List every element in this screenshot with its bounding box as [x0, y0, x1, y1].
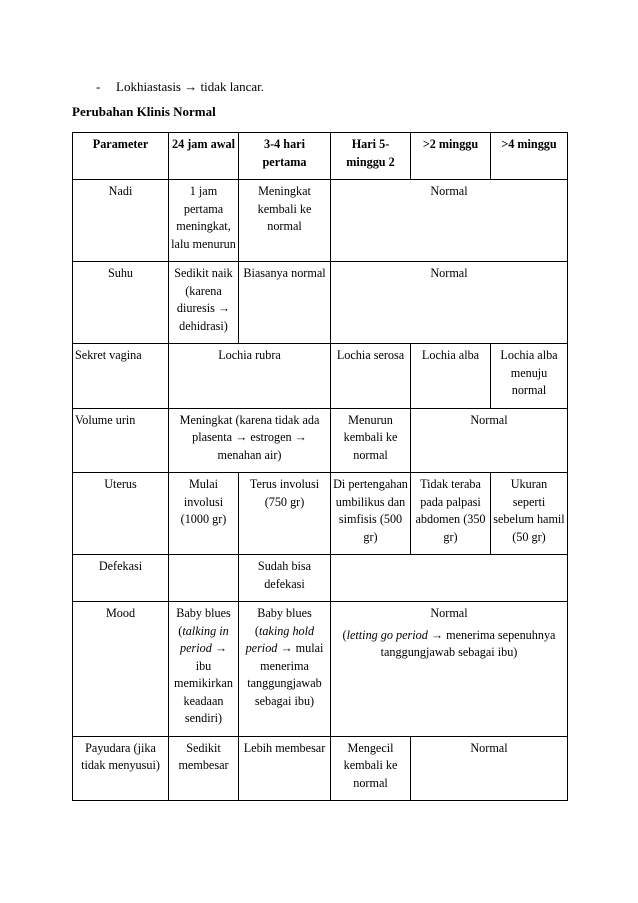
- header-cell: 3-4 hari pertama: [239, 133, 331, 180]
- cell-title: Normal: [430, 606, 468, 620]
- table-cell: [331, 555, 568, 602]
- text-segment: → ibu memikirkan keadaan sendiri): [174, 641, 233, 725]
- row-label: Payudara (jika tidak menyusui): [73, 736, 169, 801]
- table-cell: Sedikit membesar: [169, 736, 239, 801]
- bullet-item: [96, 79, 264, 95]
- row-label: Nadi: [73, 180, 169, 262]
- table-cell: Normal: [331, 180, 568, 262]
- row-label: Defekasi: [73, 555, 169, 602]
- text-segment: (: [342, 627, 347, 642]
- row-label: Suhu: [73, 262, 169, 344]
- table-cell: Tidak teraba pada palpasi abdomen (350 gr): [411, 473, 491, 555]
- text-segment: → menerima sepenuhnya tanggungjawab sebagai ibu): [380, 627, 556, 659]
- table-cell: Lochia serosa: [331, 344, 411, 409]
- bullet-text: Lokhiastasis → tidak lancar.: [116, 79, 265, 94]
- table-cell: Meningkat (karena tidak ada plasenta → estrogen → menahan air): [169, 408, 331, 473]
- header-cell: Hari 5-minggu 2: [331, 133, 411, 180]
- bullet-dash: -: [96, 79, 101, 94]
- table-cell: Biasanya normal: [239, 262, 331, 344]
- clinical-changes-table: [72, 132, 568, 801]
- table-cell: [169, 555, 239, 602]
- table-cell: Lochia alba: [411, 344, 491, 409]
- table-cell: Meningkat kembali ke normal: [239, 180, 331, 262]
- table-row: [73, 180, 568, 262]
- table-cell: Ukuran seperti sebelum hamil (50 gr): [491, 473, 568, 555]
- table-cell: Lochia alba menuju normal: [491, 344, 568, 409]
- table-cell: [331, 602, 568, 737]
- table-row: [73, 602, 568, 737]
- row-label: Sekret vagina: [73, 344, 169, 409]
- table-row: [73, 473, 568, 555]
- row-label: Volume urin: [73, 408, 169, 473]
- text-segment: Baby blues (: [254, 606, 312, 638]
- table-cell: Lochia rubra: [169, 344, 331, 409]
- table-header-row: [73, 133, 568, 180]
- text-segment: taking hold period: [245, 623, 315, 655]
- text-segment: letting go period: [346, 627, 428, 642]
- text-segment: Baby blues (: [176, 606, 231, 638]
- table-cell: Normal: [411, 736, 568, 801]
- table-row: [73, 262, 568, 344]
- table-cell: Terus involusi (750 gr): [239, 473, 331, 555]
- table-cell: Menurun kembali ke normal: [331, 408, 411, 473]
- table-cell: [239, 602, 331, 737]
- header-cell: 24 jam awal: [169, 133, 239, 180]
- header-cell: Parameter: [73, 133, 169, 180]
- row-label: Mood: [73, 602, 169, 737]
- section-title: Perubahan Klinis Normal: [72, 104, 216, 119]
- table-cell: Lebih membesar: [239, 736, 331, 801]
- text-segment: talking in period: [179, 623, 229, 655]
- cell-note: [333, 627, 565, 662]
- header-cell: >4 minggu: [491, 133, 568, 180]
- table-cell: Sedikit naik (karena diuresis → dehidrasi): [169, 262, 239, 344]
- table-cell: Normal: [411, 408, 568, 473]
- text-segment: → mulai menerima tanggungjawab sebagai ibu): [247, 641, 324, 708]
- table-row: [73, 408, 568, 473]
- table-cell: Di pertengahan umbilikus dan simfisis (500 gr): [331, 473, 411, 555]
- table-row: [73, 344, 568, 409]
- table-cell: [169, 602, 239, 737]
- table-cell: Sudah bisa defekasi: [239, 555, 331, 602]
- table-cell: Mulai involusi (1000 gr): [169, 473, 239, 555]
- table-cell: Mengecil kembali ke normal: [331, 736, 411, 801]
- header-cell: >2 minggu: [411, 133, 491, 180]
- row-label: Uterus: [73, 473, 169, 555]
- table-row: [73, 555, 568, 602]
- table-row: [73, 736, 568, 801]
- table-cell: 1 jam pertama meningkat, lalu menurun: [169, 180, 239, 262]
- table-cell: Normal: [331, 262, 568, 344]
